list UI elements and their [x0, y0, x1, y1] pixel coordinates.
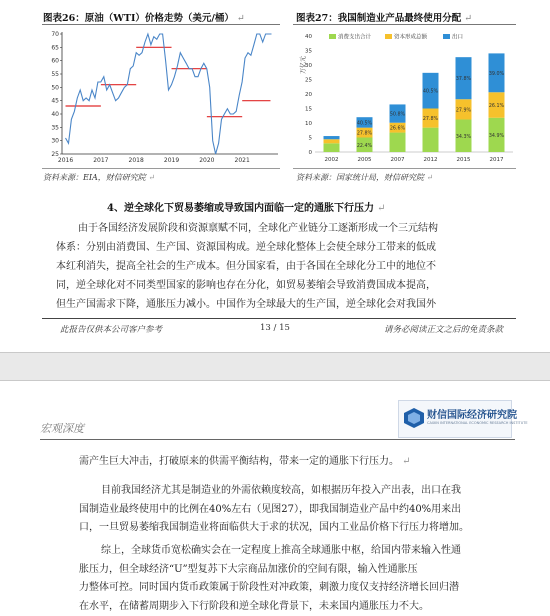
y-tick-label: 45	[51, 98, 59, 105]
figure-26-source: 资料来源：EIA，财信研究院 ↵	[43, 172, 155, 183]
x-tick-label: 2007	[391, 157, 405, 163]
institute-logo	[398, 400, 512, 438]
wti-price-chart	[42, 26, 282, 168]
wti-price-line	[66, 34, 272, 154]
text-line: 胀压力，但全球经济“U”型复苏下大宗商品加涨价的空间有限，输入性通胀压	[79, 561, 509, 580]
paragraph-3	[79, 542, 509, 616]
text-line: 国制造业最终使用中的比例在40%左右（见图27），即我国制造业产品中约40%用来出	[79, 501, 509, 520]
bar-segment	[423, 128, 439, 152]
text-line: 由于各国经济发展阶段和资源禀赋不同，全球化产业链分工逐渐形成一个三元结构	[56, 219, 508, 238]
page-number: 13 / 15	[260, 323, 290, 333]
data-label: 27.9%	[456, 107, 472, 113]
y-tick-label: 65	[51, 44, 59, 51]
text-line: 体系：分别由消费国、生产国、资源国构成。逆全球化整体上会使全球分工带来的低成	[56, 238, 508, 257]
legend-swatch	[385, 34, 392, 39]
x-tick-label: 2019	[164, 157, 179, 164]
x-tick-label: 2017	[93, 157, 108, 164]
x-tick-label: 2016	[58, 157, 73, 164]
x-tick-label: 2018	[129, 157, 144, 164]
data-label: 26.1%	[489, 103, 505, 109]
section-heading: 4、逆全球化下贸易萎缩或导致国内面临一定的通胀下行压力 ↵	[107, 199, 386, 214]
data-label: 40.5%	[357, 120, 373, 126]
text-line: 口，一旦贸易萎缩我国制造业将面临供大于求的状况，国内工业品价格下行压力将增加。	[79, 519, 509, 538]
y-tick-label: 30	[51, 138, 59, 145]
bar-segment	[324, 136, 340, 139]
data-label: 27.8%	[357, 131, 373, 137]
footer-left: 此报告仅供本公司客户参考	[60, 323, 162, 335]
footer-right: 请务必阅读正文之后的免责条款	[384, 323, 503, 335]
data-label: 34.9%	[489, 133, 505, 139]
y-tick-label: 50	[51, 84, 59, 91]
data-label: 27.8%	[423, 116, 439, 122]
data-label: 40.5%	[423, 89, 439, 95]
y-tick-label: 20	[305, 92, 312, 98]
x-tick-label: 2021	[235, 157, 250, 164]
data-label: 22.4%	[357, 143, 373, 149]
legend-label: 出口	[452, 33, 463, 41]
legend-label: 资本形成总额	[394, 33, 428, 41]
x-tick-label: 2017	[490, 157, 504, 163]
logo-icon	[403, 407, 425, 429]
page-gap	[0, 352, 550, 380]
text-line: 力整体可控。同时国内货币政策属于阶段性对冲政策，刺激力度仅支持经济增长回归潜	[79, 579, 509, 598]
data-label: 37.8%	[456, 76, 472, 82]
logo-subtext: CAIXIN INTERNATIONAL ECONOMIC RESEARCH INSTITUTE	[427, 421, 528, 425]
page-header-left: 宏观深度	[40, 420, 84, 436]
figure-27-source: 资料来源：国家统计局，财信研究院 ↵	[296, 172, 433, 183]
y-tick-label: 10	[305, 121, 312, 127]
paragraph-1	[56, 219, 508, 314]
y-tick-label: 25	[51, 151, 59, 158]
text-line: 同，逆全球化对不同类型国家的影响也存在分化，如贸易萎缩会导致消费国成本提高，	[56, 276, 508, 295]
y-tick-label: 60	[51, 58, 59, 65]
continued-line: 需产生巨大冲击，打破原来的供需平衡结构，带来一定的通胀下行压力。 ↵	[79, 452, 509, 471]
y-tick-label: 40	[305, 34, 312, 40]
y-tick-label: 5	[309, 136, 313, 142]
legend-swatch	[443, 34, 450, 39]
text-line: 综上，全球货币宽松确实会在一定程度上推高全球通胀中枢，给国内带来输入性通	[79, 542, 509, 561]
x-tick-label: 2012	[424, 157, 438, 163]
x-tick-label: 2002	[325, 157, 339, 163]
y-tick-label: 35	[305, 49, 312, 55]
bar-segment	[390, 133, 406, 152]
text-line: 但生产国需求下降，通胀压力减小。中国作为全球最大的生产国，逆全球化会对我国外	[56, 295, 508, 314]
figure-27-title: 图表27：我国制造业产品最终使用分配 ↵	[296, 10, 472, 24]
data-label: 26.6%	[390, 126, 406, 132]
y-tick-label: 30	[305, 63, 312, 69]
data-label: 39.0%	[489, 71, 505, 77]
bar-segment	[324, 143, 340, 152]
text-line: 本红利消失，提高全社会的生产成本。但分国家看，由于各国在全球化分工中的地位不	[56, 257, 508, 276]
text-line: 在水平，在储蓄周期步入下行阶段和逆全球化背景下，未来国内通胀压力不大。	[79, 598, 509, 616]
bar-segment	[324, 139, 340, 143]
y-tick-label: 70	[51, 31, 59, 38]
figure-26-title: 图表26：原油（WTI）价格走势（美元/桶） ↵	[43, 10, 245, 24]
paragraph-2	[79, 482, 509, 538]
logo-text: 财信国际经济研究院	[427, 406, 517, 421]
text-line: 目前我国经济尤其是制造业的外需依赖度较高，如根据历年投入产出表，出口在我	[79, 482, 509, 501]
y-tick-label: 15	[305, 107, 312, 113]
data-label: 50.8%	[390, 112, 406, 118]
y-tick-label: 55	[51, 71, 59, 78]
manufacturing-use-chart	[293, 26, 518, 168]
y-axis-label: 万亿元	[299, 56, 307, 74]
y-tick-label: 40	[51, 111, 59, 118]
data-label: 34.3%	[456, 134, 472, 140]
x-tick-label: 2020	[199, 157, 214, 164]
x-tick-label: 2015	[457, 157, 471, 163]
y-tick-label: 25	[305, 78, 312, 84]
legend-swatch	[329, 34, 336, 39]
y-tick-label: 0	[309, 150, 313, 156]
y-tick-label: 35	[51, 124, 59, 131]
x-tick-label: 2005	[358, 157, 372, 163]
legend-label: 消费支出合计	[338, 33, 372, 41]
